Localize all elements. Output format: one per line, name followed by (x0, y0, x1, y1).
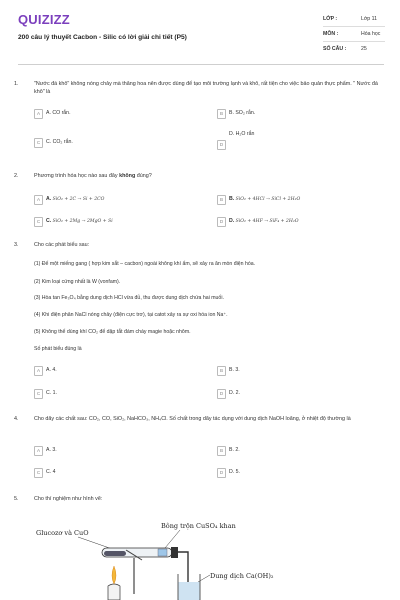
option-letter-box: A (34, 366, 43, 376)
equation: SiO₂ + 2C → Si + 2CO (52, 197, 105, 202)
meta-key: SỐ CÂU : (323, 46, 347, 52)
option-label: B. (229, 196, 235, 202)
question-4 (10, 415, 386, 433)
option-letter-box: B (217, 446, 226, 456)
equation: SiO₂ + 4HCl → SiCl + 2H₂O (235, 197, 301, 202)
option-letter-box: B (217, 109, 226, 119)
statement: (3) Hòa tan Fe₃O₄ bằng dung dịch HCl vừa đủ, thu được dung dịch chứa hai muối. (34, 295, 224, 301)
limewater (179, 582, 200, 600)
option-letter-box: B (217, 366, 226, 376)
option-letter-box: A (34, 195, 43, 205)
question-stem: Cho dãy các chất sau: CO₂, CO, SiO₂, NaHCO₃, NH₄Cl. Số chất trong dãy tác dụng với dung dịch NaOH loãng, ở nhiệt độ thường là (34, 416, 351, 422)
option-letter-box: C (34, 217, 43, 227)
option-text: D. H₂O rắn (229, 131, 255, 137)
meta-key: MÔN : (323, 31, 339, 37)
option-letter-box: D (217, 140, 226, 150)
option-letter-box: B (217, 195, 226, 205)
meta-value: Hóa học (361, 31, 381, 37)
option-text: C. 1. (46, 390, 57, 396)
diagram-label-reactants: Glucozơ và CuO (36, 529, 89, 537)
statement: (5) Không thể dùng khí CO₂ để dập tắt đám cháy magie hoặc nhôm. (34, 329, 191, 335)
option-text: B. 2. (229, 447, 240, 453)
document-title: 200 câu lý thuyết Cacbon - Silic có lời giải chi tiết (P5) (18, 34, 187, 41)
apparatus-diagram (30, 518, 280, 600)
option-text: A. 3. (46, 447, 57, 453)
statement: (1) Để một miếng gang ( hợp kim sắt – cacbon) ngoài không khí ẩm, sẽ xảy ra ăn mòn điện hóa. (34, 261, 256, 267)
question-number: 5. (14, 496, 19, 502)
equation: SiO₂ + 4HF → SiF₄ + 2H₂O (235, 219, 299, 224)
option-text: D. 2. (229, 390, 240, 396)
diagram-label-limewater: Dung dịch Ca(OH)₂ (210, 572, 274, 580)
statement: (4) Khi điện phân NaCl nóng chảy (điện cực trơ), tại catot xảy ra sự oxi hóa ion Na⁺. (34, 312, 228, 318)
option-letter-box: D (217, 389, 226, 399)
cotton-plug (158, 549, 167, 556)
option-label: A. (46, 196, 52, 202)
question-number: 4. (14, 416, 19, 422)
option-label: D. (229, 218, 235, 224)
question-3 (10, 241, 386, 251)
header-divider (18, 64, 384, 65)
option-text: C. 4 (46, 469, 56, 475)
option-letter-box: C (34, 389, 43, 399)
meta-key: LỚP : (323, 16, 338, 22)
option-text: C. CO₂ rắn. (46, 139, 73, 145)
quizizz-logo: QUIZIZZ (18, 12, 70, 27)
diagram-label-cotton: Bông trộn CuSO₄ khan (161, 522, 236, 530)
stopper (171, 547, 178, 558)
option-letter-box: C (34, 138, 43, 148)
meta-value: 25 (361, 46, 367, 52)
question-stem: Cho thí nghiệm như hình vẽ: (34, 496, 103, 502)
question-5 (10, 495, 386, 505)
reactant-powder (104, 551, 126, 556)
question-stem: Phương trình hóa học nào sau đây không đúng? (34, 173, 152, 179)
statement: (2) Kim loại cứng nhất là W (vonfam). (34, 279, 121, 285)
option-text: D. 5. (229, 469, 240, 475)
question-number: 3. (14, 242, 19, 248)
alcohol-lamp (108, 584, 120, 600)
question-stem: "Nước đá khô" không nóng chảy mà thăng hoa nên được dùng để tạo môi trường lạnh và khô, rất tiện cho việc bảo quản thực phẩm. " Nước đá khô" là (34, 81, 378, 95)
option-letter-box: A (34, 109, 43, 119)
option-text: B. 3. (229, 367, 240, 373)
option-text: A. 4. (46, 367, 57, 373)
option-letter-box: D (217, 217, 226, 227)
question-number: 2. (14, 173, 19, 179)
question-2 (10, 172, 386, 182)
statement: Số phát biểu đúng là (34, 346, 82, 352)
question-number: 1. (14, 81, 19, 87)
equation: SiO₂ + 2Mg → 2MgO + Si (52, 219, 113, 224)
flame (112, 566, 116, 584)
option-letter-box: A (34, 446, 43, 456)
option-letter-box: C (34, 468, 43, 478)
option-text: A. CO rắn. (46, 110, 71, 116)
pointer-line (165, 530, 180, 548)
meta-value: Lớp 11 (361, 16, 377, 22)
option-label: C. (46, 218, 52, 224)
question-1 (10, 80, 386, 104)
option-text: B. SO₂ rắn. (229, 110, 256, 116)
option-letter-box: D (217, 468, 226, 478)
question-stem: Cho các phát biểu sau: (34, 242, 90, 248)
